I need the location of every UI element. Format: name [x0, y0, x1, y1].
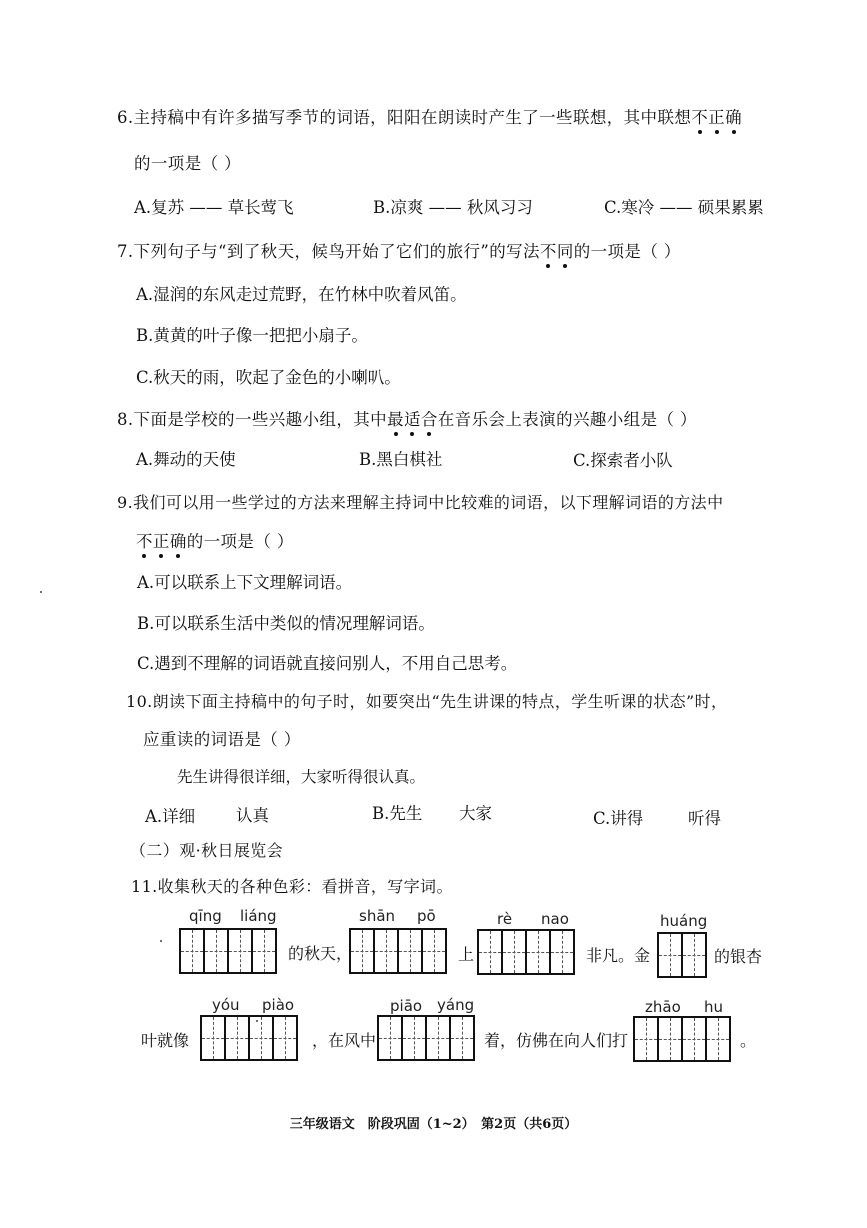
- pinyin-label: huáng: [660, 912, 708, 930]
- q6-emph-char: 确: [725, 104, 742, 128]
- writing-box-group[interactable]: [349, 928, 447, 974]
- writing-box[interactable]: [449, 1015, 475, 1061]
- writing-box-group[interactable]: [477, 929, 575, 975]
- q8-text-tail: 在音乐会上表演的兴趣小组是（ ）: [437, 410, 697, 429]
- q10-option-c: C.讲得: [593, 809, 644, 828]
- q7-emph-char: 同: [557, 238, 574, 262]
- q10-option-a: A.详细: [145, 807, 196, 826]
- q7-emph-char: 不: [540, 238, 557, 262]
- pinyin-label: zhāo: [645, 998, 681, 1016]
- pinyin-label: qīng: [189, 907, 222, 925]
- writing-box[interactable]: [657, 1016, 683, 1062]
- q11-text: 非凡。金: [586, 946, 651, 965]
- q7-option-a: A.湿润的东风走过荒野，在竹林中吹着风笛。: [136, 285, 467, 304]
- q6-line1: [117, 104, 742, 128]
- q7-line1: [117, 238, 681, 262]
- q9-line2: [136, 528, 294, 552]
- q11-text: 。: [740, 1031, 757, 1050]
- writing-box[interactable]: [349, 928, 375, 974]
- q6-option-c: C.寒冷 —— 硕果累累: [604, 198, 764, 217]
- q9-option-c: C.遇到不理解的词语就直接问别人，不用自己思考。: [137, 654, 518, 673]
- q10-line1: 10.朗读下面主持稿中的句子时，如要突出“先生讲课的特点，学生听课的状态”时，: [126, 692, 728, 711]
- q11-text: 上: [458, 945, 475, 964]
- writing-box-group[interactable]: [377, 1015, 475, 1061]
- writing-box-group[interactable]: [633, 1016, 731, 1062]
- pinyin-label: yóu: [212, 996, 240, 1014]
- writing-box-group[interactable]: [657, 932, 707, 978]
- writing-box[interactable]: [657, 932, 683, 978]
- writing-box[interactable]: [397, 928, 423, 974]
- writing-box[interactable]: [227, 928, 253, 974]
- writing-box-group[interactable]: [200, 1015, 298, 1061]
- q8-option-c: C.探索者小队: [573, 451, 673, 470]
- writing-box-group[interactable]: [179, 928, 277, 974]
- pinyin-label: hu: [704, 998, 724, 1016]
- q10-option-b-word2: 大家: [459, 804, 492, 823]
- q11-text: 着，仿佛在向人们打: [484, 1031, 629, 1050]
- q8-emph-char: 适: [404, 406, 421, 430]
- q10-option-b: B.先生: [372, 804, 423, 823]
- q11-title: 11.收集秋天的各种色彩：看拼音，写字词。: [131, 877, 453, 896]
- q10-option-c-word2: 听得: [688, 809, 721, 828]
- pinyin-label: rè: [497, 910, 513, 928]
- writing-box[interactable]: [251, 928, 277, 974]
- q9-line1: 9.我们可以用一些学过的方法来理解主持词中比较难的词语，以下理解词语的方法中: [117, 493, 724, 512]
- writing-box[interactable]: [179, 928, 205, 974]
- q9-text-tail: 的一项是（ ）: [186, 532, 294, 551]
- writing-box[interactable]: [633, 1016, 659, 1062]
- q10-option-a-word2: 认真: [236, 806, 269, 825]
- writing-box[interactable]: [477, 929, 503, 975]
- q9-option-a: A.可以联系上下文理解词语。: [137, 573, 353, 592]
- writing-box[interactable]: [272, 1015, 298, 1061]
- writing-box[interactable]: [501, 929, 527, 975]
- q7-text-tail: 的一项是（ ）: [573, 242, 681, 261]
- pinyin-label: shān: [359, 907, 396, 925]
- q8-option-a: A.舞动的天使: [136, 450, 236, 469]
- writing-box[interactable]: [373, 928, 399, 974]
- writing-box[interactable]: [203, 928, 229, 974]
- q9-emph-char: 正: [153, 528, 170, 552]
- q8-emph-char: 最: [387, 406, 404, 430]
- q10-sentence: 先生讲得很详细，大家听得很认真。: [177, 768, 426, 786]
- pinyin-label: nao: [541, 910, 569, 928]
- writing-box[interactable]: [681, 932, 707, 978]
- writing-box[interactable]: [705, 1016, 731, 1062]
- pinyin-label: pō: [417, 907, 436, 925]
- q7-text: 7.下列句子与“到了秋天，候鸟开始了它们的旅行”的写法: [117, 242, 540, 261]
- pinyin-label: yáng: [437, 996, 475, 1014]
- q8-option-b: B.黑白棋社: [359, 450, 443, 469]
- q9-emph-char: 不: [136, 528, 153, 552]
- writing-box[interactable]: [525, 929, 551, 975]
- q6-text: 6.主持稿中有许多描写季节的词语，阳阳在朗读时产生了一些联想，其中联想: [117, 108, 692, 127]
- q6-option-b: B.凉爽 —— 秋风习习: [373, 198, 533, 217]
- q7-option-c: C.秋天的雨，吹起了金色的小喇叭。: [136, 368, 401, 387]
- q8-text: 8.下面是学校的一些兴趣小组，其中: [117, 410, 388, 429]
- q6-emph-char: 正: [708, 104, 725, 128]
- q6-line2: 的一项是（ ）: [134, 154, 242, 173]
- q11-text: 的银杏: [714, 947, 763, 966]
- q6-option-a: A.复苏 —— 草长莺飞: [134, 198, 294, 217]
- section-heading: （二）观·秋日展览会: [130, 841, 284, 860]
- writing-box[interactable]: [681, 1016, 707, 1062]
- page-footer: 三年级语文 阶段巩固（1~2） 第2页（共6页）: [289, 1117, 578, 1132]
- writing-box[interactable]: [421, 928, 447, 974]
- pinyin-label: piào: [262, 996, 295, 1014]
- q11-text: 的秋天，: [288, 944, 353, 963]
- q11-text: ，在风中: [312, 1031, 377, 1050]
- q8-line1: [117, 406, 697, 430]
- writing-box[interactable]: [401, 1015, 427, 1061]
- scan-speck: [40, 591, 42, 593]
- writing-box[interactable]: [425, 1015, 451, 1061]
- q9-option-b: B.可以联系生活中类似的情况理解词语。: [137, 614, 435, 633]
- q6-emph-char: 不: [691, 104, 708, 128]
- q11-text: 叶就像: [141, 1031, 190, 1050]
- writing-box[interactable]: [377, 1015, 403, 1061]
- pinyin-label: liáng: [240, 907, 277, 925]
- writing-box[interactable]: [224, 1015, 250, 1061]
- q7-option-b: B.黄黄的叶子像一把把小扇子。: [136, 326, 368, 345]
- writing-box[interactable]: [549, 929, 575, 975]
- scan-speck: [256, 1020, 258, 1022]
- q10-line2: 应重读的词语是（ ）: [143, 730, 301, 749]
- scan-speck: [160, 940, 162, 942]
- writing-box[interactable]: [200, 1015, 226, 1061]
- q9-emph-char: 确: [170, 528, 187, 552]
- writing-box[interactable]: [248, 1015, 274, 1061]
- q8-emph-char: 合: [421, 406, 438, 430]
- pinyin-label: piāo: [390, 997, 423, 1015]
